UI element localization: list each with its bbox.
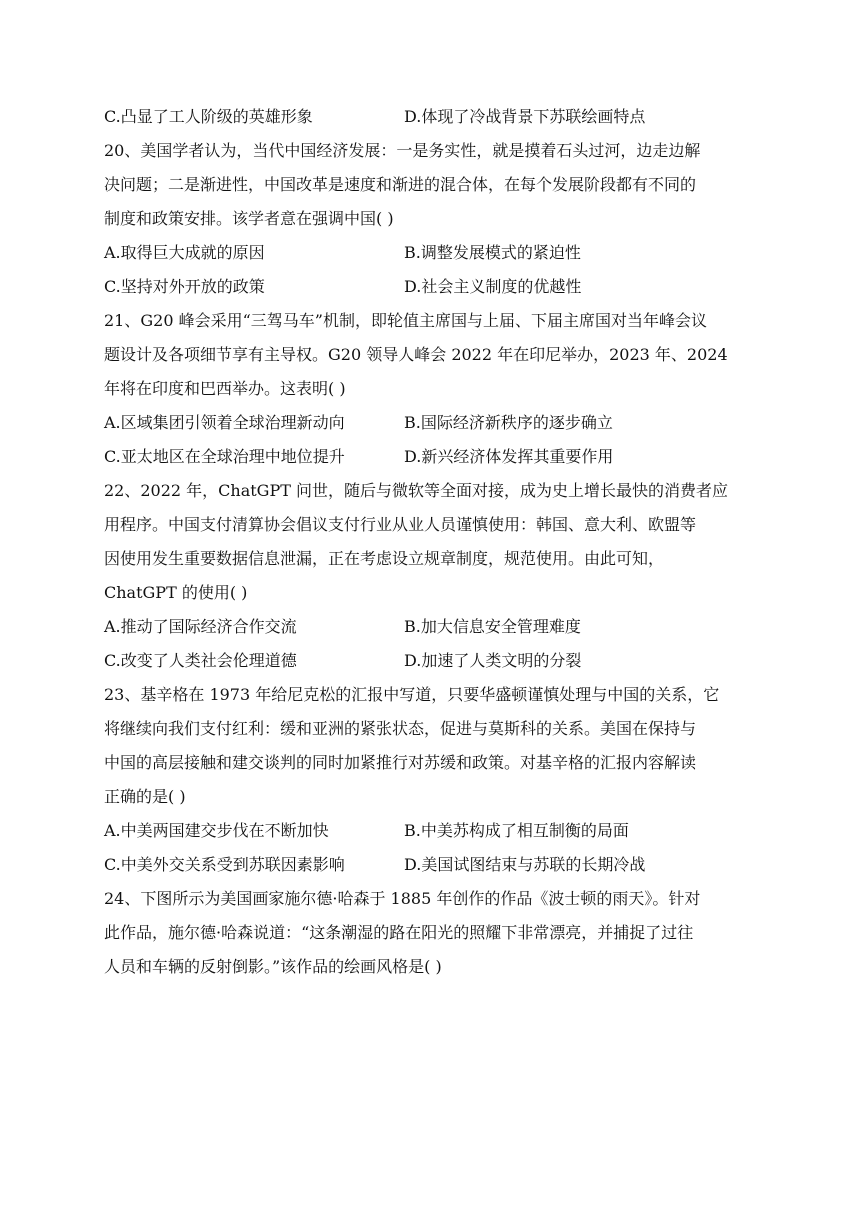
question-21-text-line-1: 21、G20 峰会采用“三驾马车”机制，即轮值主席国与上届、下届主席国对当年峰会议 [104, 311, 707, 330]
question-20-text-line-3: 制度和政策安排。该学者意在强调中国( ) [104, 209, 394, 228]
question-22 [104, 474, 756, 678]
option-row [104, 814, 756, 848]
question-21-text-line-3: 年将在印度和巴西举办。这表明( ) [104, 379, 346, 398]
question-24-text-line-3: 人员和车辆的反射倒影。”该作品的绘画风格是( ) [104, 957, 442, 976]
question-22-text-line-3: 因使用发生重要数据信息泄漏，正在考虑设立规章制度，规范使用。由此可知， [104, 549, 665, 568]
option-a[interactable]: A.推动了国际经济合作交流 [104, 617, 297, 636]
question-23-text-line-4: 正确的是( ) [104, 787, 186, 806]
option-row [104, 100, 756, 134]
question-24 [104, 882, 756, 984]
option-d[interactable]: D.体现了冷战背景下苏联绘画特点 [404, 107, 646, 126]
option-b[interactable]: B.加大信息安全管理难度 [404, 617, 581, 636]
question-22-text-line-4: ChatGPT 的使用( ) [104, 583, 248, 602]
option-row [104, 406, 756, 440]
option-c[interactable]: C.坚持对外开放的政策 [104, 277, 265, 296]
option-c[interactable]: C.改变了人类社会伦理道德 [104, 651, 297, 670]
option-a[interactable]: A.中美两国建交步伐在不断加快 [104, 821, 329, 840]
question-22-text-line-1: 22、2022 年，ChatGPT 问世，随后与微软等全面对接，成为史上增长最快的消费者应 [104, 481, 728, 500]
option-row [104, 848, 756, 882]
option-d[interactable]: D.社会主义制度的优越性 [404, 277, 582, 296]
question-20-text-line-2: 决问题；二是渐进性，中国改革是速度和渐进的混合体，在每个发展阶段都有不同的 [104, 175, 697, 194]
option-b[interactable]: B.调整发展模式的紧迫性 [404, 243, 581, 262]
question-23 [104, 678, 756, 882]
question-20 [104, 134, 756, 304]
option-d[interactable]: D.加速了人类文明的分裂 [404, 651, 582, 670]
option-b[interactable]: B.中美苏构成了相互制衡的局面 [404, 821, 629, 840]
option-row [104, 440, 756, 474]
option-row [104, 270, 756, 304]
question-24-text-line-2: 此作品，施尔德·哈森说道：“这条潮湿的路在阳光的照耀下非常漂亮，并捕捉了过往 [104, 923, 694, 942]
question-24-text-line-1: 24、下图所示为美国画家施尔德·哈森于 1885 年创作的作品《波士顿的雨天》。针对 [104, 889, 701, 908]
question-23-text-line-1: 23、基辛格在 1973 年给尼克松的汇报中写道，只要华盛顿谨慎处理与中国的关系，它 [104, 685, 720, 704]
page-content [104, 100, 756, 984]
question-20-text-line-1: 20、美国学者认为，当代中国经济发展：一是务实性，就是摸着石头过河，边走边解 [104, 141, 701, 160]
question-21-text-line-2: 题设计及各项细节享有主导权。G20 领导人峰会 2022 年在印尼举办，2023 年、2024 [104, 345, 728, 364]
option-c[interactable]: C.中美外交关系受到苏联因素影响 [104, 855, 345, 874]
question-22-text-line-2: 用程序。中国支付清算协会倡议支付行业从业人员谨慎使用：韩国、意大利、欧盟等 [104, 515, 697, 534]
question-23-text-line-3: 中国的高层接触和建交谈判的同时加紧推行对苏缓和政策。对基辛格的汇报内容解读 [104, 753, 697, 772]
question-19-tail [104, 100, 756, 134]
option-a[interactable]: A.区域集团引领着全球治理新动向 [104, 413, 345, 432]
option-d[interactable]: D.新兴经济体发挥其重要作用 [404, 447, 614, 466]
option-c[interactable]: C.凸显了工人阶级的英雄形象 [104, 107, 313, 126]
option-row [104, 610, 756, 644]
option-row [104, 236, 756, 270]
option-row [104, 644, 756, 678]
question-21 [104, 304, 756, 474]
question-23-text-line-2: 将继续向我们支付红利：缓和亚洲的紧张状态，促进与莫斯科的关系。美国在保持与 [104, 719, 697, 738]
option-a[interactable]: A.取得巨大成就的原因 [104, 243, 265, 262]
option-d[interactable]: D.美国试图结束与苏联的长期冷战 [404, 855, 646, 874]
option-c[interactable]: C.亚太地区在全球治理中地位提升 [104, 447, 345, 466]
option-b[interactable]: B.国际经济新秩序的逐步确立 [404, 413, 613, 432]
